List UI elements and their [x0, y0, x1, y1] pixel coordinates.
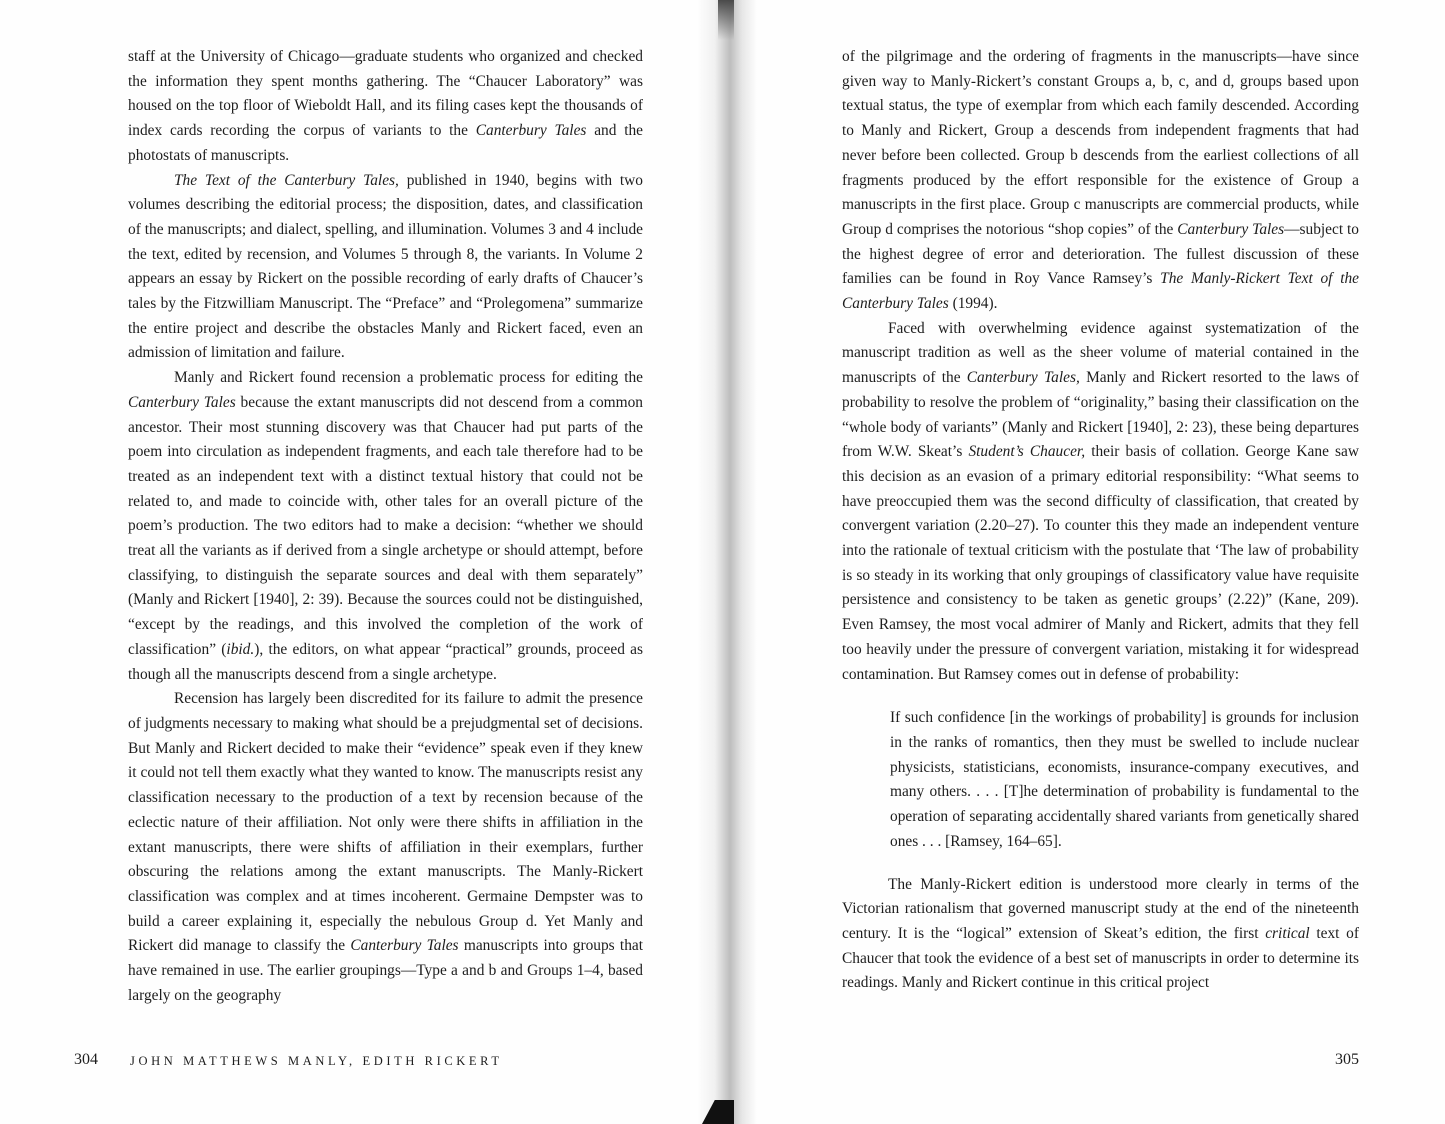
text-run: (1994).	[948, 295, 998, 313]
running-head: JOHN MATTHEWS MANLY, EDITH RICKERT	[130, 1054, 503, 1068]
italic-text: Canterbury Tales	[128, 393, 236, 411]
italic-text: ibid.	[226, 640, 255, 658]
text-run: Manly and Rickert found recension a problematic process for editing the	[174, 369, 643, 387]
text-run: text of Chaucer that took the evidence of a best set of manuscripts in order to determine its readings. Manly and Rickert continue in this critical project	[842, 924, 1359, 992]
text-run: published in 1940, begins with two volumes describing the editorial process; the disposition, dates, and classification of the manuscripts; and dialect, spelling, and illumination. Volumes 3 and 4 include the text, edited by recension, and Volumes 5 through 8, the variants. In Volume 2 appears an essay by Rickert on the possible recording of early drafts of Chaucer’s tales by the Fitzwilliam Manuscript. The “Preface” and “Prolegomena” summarize the entire project and describe the obstacles Manly and Rickert faced, even an admission of limitation and failure.	[128, 171, 643, 362]
italic-text: Canterbury Tales	[1177, 220, 1285, 238]
italic-text: critical	[1265, 924, 1310, 942]
italic-text: The Manly-Rickert Text of the Canterbury Tales	[842, 270, 1359, 313]
text-run: because the extant manuscripts did not descend from a common ancestor. Their most stunning discovery was that Chaucer had put parts of the poem into circulation as independent fragments, and each tale therefore had to be treated as an independent text with a distinct textual history that could not be related to, and made to coincide with, other tales for an overall picture of the poem’s production. The two editors had to make a decision: “whether we should treat all the variants as if derived from a single archetype or should attempt, before classifying, to distinguish the separate sources and deal with them separately” (Manly and Rickert [1940], 2: 39). Because the sources could not be distinguished, “except by the readings, and this involved the completion of the work of classification” (	[128, 393, 643, 658]
body-paragraph	[128, 45, 643, 169]
text-run: Faced with overwhelming evidence against systematization of the manuscript tradition as well as the sheer volume of material contained in the manuscripts of the	[842, 319, 1359, 387]
text-run: ), the editors, on what appear “practical” grounds, proceed as though all the manuscripts descend from a single archetype.	[128, 640, 643, 683]
left-page	[0, 0, 720, 1124]
text-run: If such confidence [in the workings of probability] is grounds for inclusion in the ranks of romantics, then they must be swelled to include nuclear physicists, statisticians, economists, insurance-company executives, and many others. . . . [T]he determination of probability is fundamental to the operation of separating accidentally shared variants from genetically shared ones . . . [Ramsey, 164–65].	[890, 709, 1359, 850]
text-run: Recension has largely been discredited for its failure to admit the presence of judgments necessary to making what should be a prejudgmental set of decisions. But Manly and Rickert decided to make their “evidence” speak even if they knew it could not tell them exactly what they wanted to know. The manuscripts resist any classification necessary to the production of a text by recension because of the eclectic nature of their affiliation. Not only were there shifts in affiliation in the extant manuscripts, there were shifts of affiliation in their exemplars, further obscuring the relations among the extant manuscripts. The Manly-Rickert classification was complex and at times incoherent. Germaine Dempster was to build a career explaining it, especially the nebulous Group d. Yet Manly and Rickert did manage to classify the	[128, 690, 643, 955]
text-run: staff at the University of Chicago—graduate students who organized and checked the information they spent months gathering. The “Chaucer Laboratory” was housed on the top floor of Wieboldt Hall, and its filing cases kept the thousands of index cards recording the corpus of variants to the	[128, 48, 643, 140]
italic-text: The Text of the Canterbury Tales,	[174, 171, 399, 189]
italic-text: Canterbury Tales	[350, 937, 459, 955]
text-run: —subject to the highest degree of error and deterioration. The fullest discussion of these families can be found in Roy Vance Ramsey’s	[842, 220, 1359, 288]
italic-text: Canterbury Tales	[475, 122, 587, 140]
body-paragraph	[842, 873, 1359, 997]
body-paragraph	[128, 169, 643, 367]
body-paragraph	[128, 366, 643, 687]
italic-text: Student’s Chaucer,	[968, 443, 1086, 461]
right-page-body	[842, 45, 1359, 996]
page-number-left: 304	[74, 1051, 98, 1068]
text-run: Manly and Rickert resorted to the laws of probability to resolve the problem of “originality,” basing their classification on the “whole body of variants” (Manly and Rickert [1940], 2: 23), these being departures from W.W. Skeat’s	[842, 369, 1359, 461]
italic-text: Canterbury Tales,	[966, 369, 1080, 387]
text-run: of the pilgrimage and the ordering of fragments in the manuscripts—have since given way to Manly-Rickert’s constant Groups a, b, c, and d, groups based upon textual status, the type of exemplar from which each family descended. According to Manly and Rickert, Group a descends from independent fragments that had never before been collected. Group b descends from the earliest collections of all fragments produced by the effort responsible for the existence of Group a manuscripts in the first place. Group c manuscripts are commercial products, while Group d comprises the notorious “shop copies” of the	[842, 48, 1359, 238]
text-run: their basis of collation. George Kane saw this decision as an evasion of a primary editorial responsibility: “What seems to have preoccupied them was the second difficulty of classification, that created by convergent variation (2.20–27). To counter this they made an independent venture into the rationale of textual criticism with the postulate that ‘The law of probability is so steady in its working that only groupings of classificatory value have requisite persistence and consistency to be taken as genetic groups’ (2.22)” (Kane, 209). Even Ramsey, the most vocal admirer of Manly and Rickert, admits that they fell too heavily under the pressure of convergent variation, mistaking it for widespread contamination. But Ramsey comes out in defense of probability:	[842, 443, 1359, 683]
body-paragraph	[842, 45, 1359, 317]
text-run: The Manly-Rickert edition is understood more clearly in terms of the Victorian rationalism that governed manuscript study at the end of the nineteenth century. It is the “logical” extension of Skeat’s edition, the first	[842, 875, 1359, 942]
block-quote	[890, 706, 1359, 854]
body-paragraph	[128, 687, 643, 1008]
spine-edge-top	[718, 0, 734, 40]
text-run: and the photostats of manuscripts.	[128, 122, 643, 164]
page-number-right: 305	[1335, 1051, 1359, 1068]
body-paragraph	[842, 317, 1359, 688]
right-page	[720, 0, 1445, 1124]
left-page-body	[128, 45, 643, 1008]
text-run: manuscripts into groups that have remained in use. The earlier groupings—Type a and b and Groups 1–4, based largely on the geography	[128, 937, 644, 1004]
